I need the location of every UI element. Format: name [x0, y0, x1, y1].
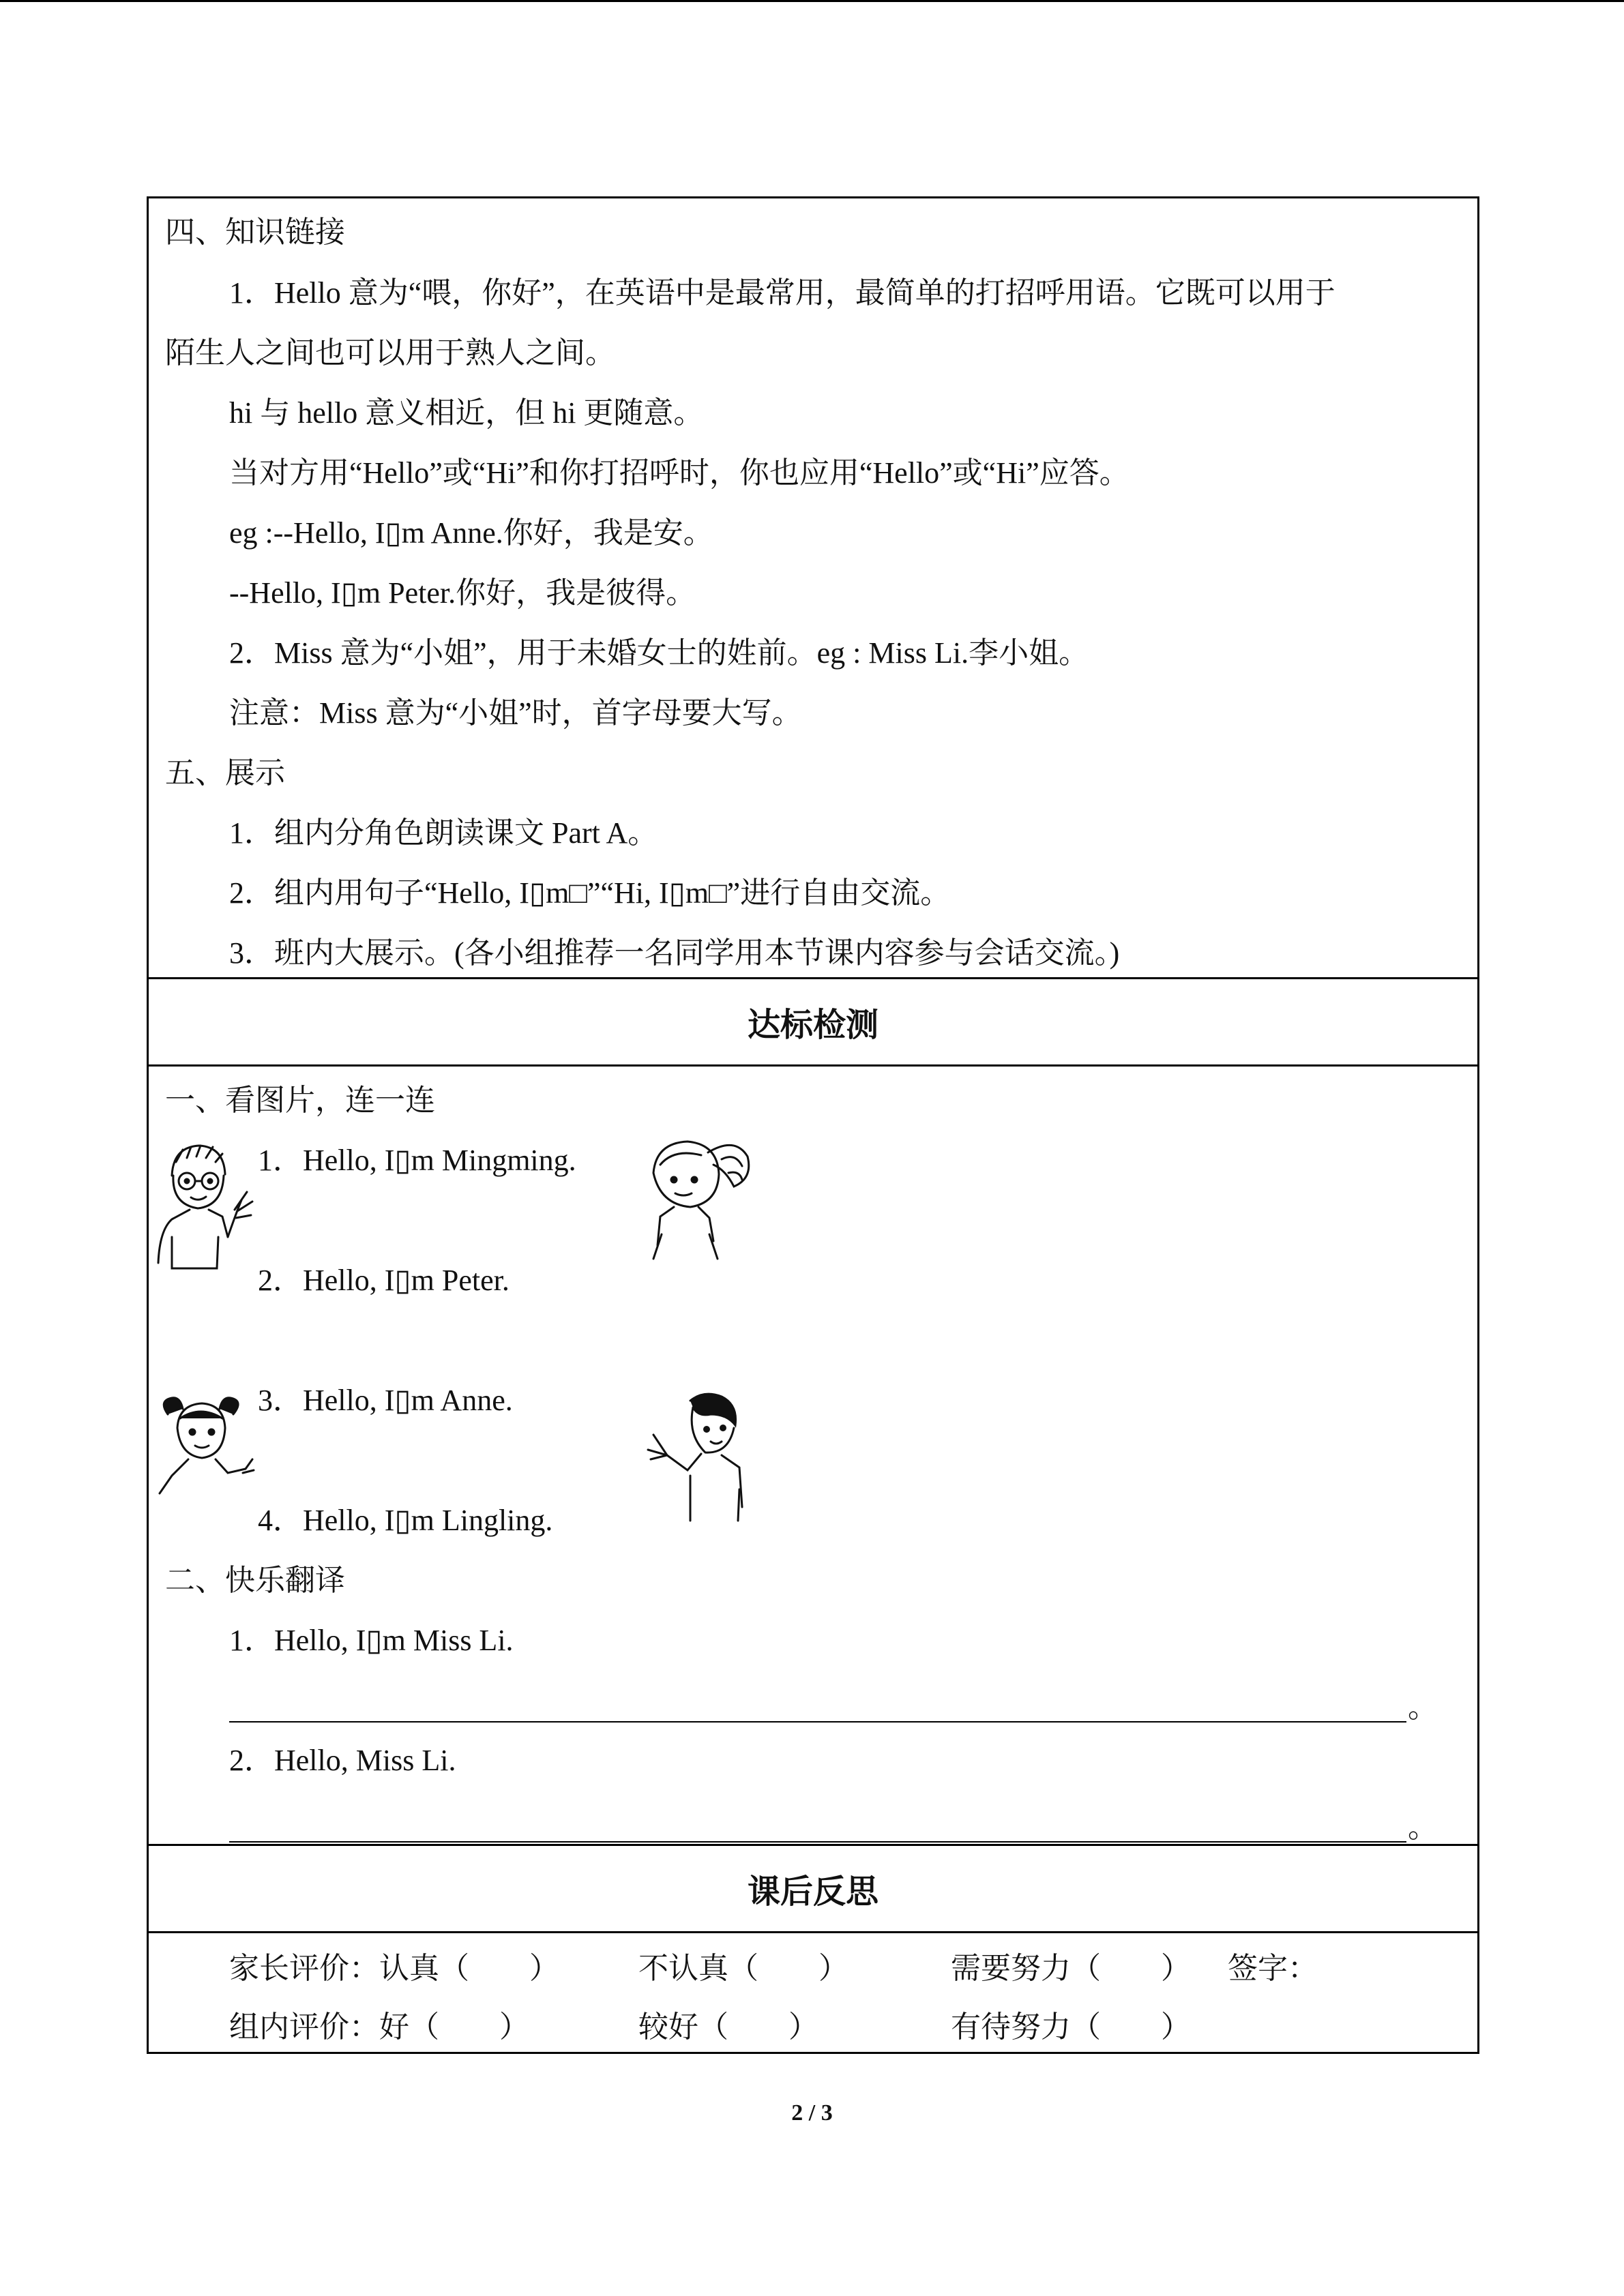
parent-not-serious: 不认真（ ） [638, 1952, 848, 1985]
boy-glasses-illustration [151, 1135, 254, 1271]
section5-item-2: 2．组内用句子“Hello, I▯m□”“Hi, I▯m□”进行自由交流。 [229, 876, 951, 910]
section4-p1-line1: 1．Hello 意为“喂，你好”，在英语中是最常用，最简单的打招呼用语。它既可以用于 [229, 276, 1335, 310]
section4-p5: --Hello, I▯m Peter.你好，我是彼得。 [229, 576, 696, 610]
exercise-section [149, 1067, 1477, 1846]
answer-1-end-mark: 。 [1408, 1690, 1438, 1724]
worksheet-table [147, 196, 1479, 2054]
section4-p4: eg :--Hello, I▯m Anne.你好，我是安。 [229, 516, 713, 550]
section4-p6: 2．Miss 意为“小姐”，用于未婚女士的姓前。eg : Miss Li.李小姐。 [229, 636, 1089, 670]
answer-line-1[interactable] [229, 1721, 1406, 1723]
section5-heading: 五、展示 [165, 756, 285, 790]
boy-pointing-illustration [640, 1387, 756, 1523]
section4-p2: hi 与 hello 意义相近，但 hi 更随意。 [229, 396, 704, 430]
translate-q2: 2．Hello, Miss Li. [229, 1744, 456, 1777]
parent-evaluation: 家长评价：认真（ ） [229, 1952, 559, 1985]
group-fairly-good: 较好（ ） [638, 2010, 818, 2044]
girl-ponytail-illustration [633, 1132, 756, 1262]
section4-p3: 当对方用“Hello”或“Hi”和你打招呼时，你也应用“Hello”或“Hi”应答。 [229, 456, 1130, 490]
section4-p7: 注意：Miss 意为“小姐”时，首字母要大写。 [229, 696, 802, 730]
group-needs-effort: 有待努力（ ） [951, 2010, 1191, 2044]
part1-heading: 一、看图片，连一连 [165, 1084, 435, 1117]
evaluation-section [149, 1933, 1477, 2052]
knowledge-section [149, 198, 1477, 979]
answer-2-end-mark: 。 [1408, 1810, 1438, 1844]
group-evaluation: 组内评价：好（ ） [229, 2010, 529, 2044]
reflection-title: 课后反思 [747, 1873, 879, 1911]
section5-item-1: 1．组内分角色朗读课文 Part A。 [229, 816, 658, 850]
test-title-row [149, 979, 1477, 1067]
part2-heading: 二、快乐翻译 [165, 1564, 345, 1597]
test-title: 达标检测 [747, 1006, 879, 1044]
match-item-2: 2．Hello, I▯m Peter. [258, 1264, 510, 1297]
girl-pigtails-illustration [153, 1394, 255, 1496]
parent-signature: 签字： [1228, 1952, 1318, 1985]
match-item-3: 3．Hello, I▯m Anne. [258, 1384, 513, 1417]
answer-line-2[interactable] [229, 1841, 1406, 1843]
translate-q1: 1．Hello, I▯m Miss Li. [229, 1624, 514, 1657]
top-border-line [0, 0, 1624, 2]
page-number: 2 / 3 [791, 2100, 833, 2126]
parent-needs-effort: 需要努力（ ） [951, 1952, 1191, 1985]
section4-p1-line2: 陌生人之间也可以用于熟人之间。 [165, 336, 615, 370]
reflection-title-row [149, 1846, 1477, 1933]
section4-heading: 四、知识链接 [165, 215, 345, 249]
section5-item-3: 3．班内大展示。(各小组推荐一名同学用本节课内容参与会话交流。) [229, 936, 1120, 970]
match-item-4: 4．Hello, I▯m Lingling. [258, 1504, 553, 1537]
match-item-1: 1．Hello, I▯m Mingming. [258, 1144, 576, 1177]
